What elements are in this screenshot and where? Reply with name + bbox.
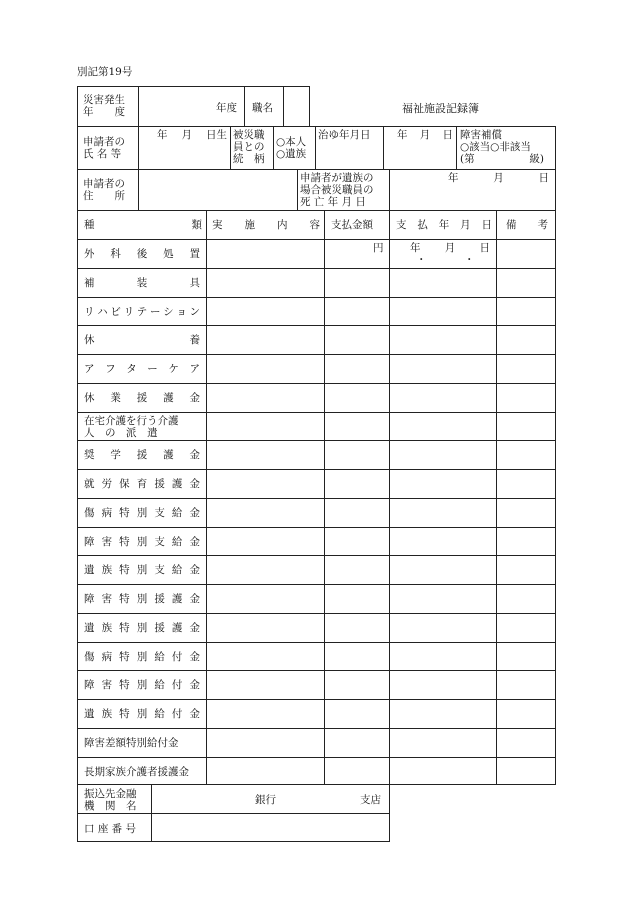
relation-options: ○本人 ○遺族 [276, 136, 307, 160]
death-date: 年 月 日 [448, 172, 549, 184]
row-divider [77, 297, 556, 298]
benefit-type-label: 傷 病 特 別 支 給 金 [84, 507, 200, 519]
form-number: 別記第19号 [77, 66, 133, 78]
benefit-type-label: 障 害 特 別 支 給 金 [84, 536, 200, 548]
row-divider [77, 584, 556, 585]
row-divider [77, 383, 556, 384]
benefit-type-label: 遺 族 特 別 給 付 金 [84, 708, 200, 720]
pay-date-dot-1: ・ [416, 254, 427, 266]
col-type-header: 種 類 [84, 219, 202, 231]
bank-suffix: 銀行 [255, 794, 276, 806]
pay-date-first-row: 年 月 日 [410, 242, 490, 254]
amount-yen-unit: 円 [373, 242, 384, 254]
account-number-label: 口 座 番 号 [84, 823, 137, 835]
row-divider [77, 440, 556, 441]
form-title: 福祉施設記録簿 [402, 102, 479, 115]
benefit-type-label: 外 科 後 処 置 [84, 248, 200, 260]
col-content-header: 実 施 内 容 [212, 219, 320, 231]
row-divider [77, 699, 556, 700]
disability-grade: (第 級) [460, 153, 544, 165]
cure-date: 年 月 日 [397, 129, 453, 141]
row-divider [77, 642, 556, 643]
benefit-type-label: 休 業 援 護 金 [84, 392, 200, 404]
address-label: 申請者の 住 所 [83, 178, 125, 202]
disability-options: ○該当○非該当 [460, 141, 531, 153]
row-divider [77, 670, 556, 671]
disaster-year-label: 災害発生 年 度 [83, 94, 125, 118]
benefit-type-label: 長期家族介護者援護金 [84, 766, 189, 778]
row-divider [77, 527, 556, 528]
row-divider [77, 469, 556, 470]
pay-date-dot-2: ・ [464, 254, 475, 266]
benefit-type-label: 休 養 [84, 334, 200, 346]
benefit-type-label: ア フ タ ー ケ ア [84, 363, 200, 375]
bank-label: 振込先金融 機 関 名 [84, 788, 137, 812]
benefit-type-label: 補 装 具 [84, 277, 200, 289]
row-divider [77, 498, 556, 499]
job-title-label: 職名 [252, 102, 273, 114]
row-divider [77, 412, 556, 413]
branch-suffix: 支店 [360, 794, 381, 806]
row-divider [77, 555, 556, 556]
row-divider [77, 757, 556, 758]
cure-date-label: 治ゆ年月日 [318, 129, 371, 141]
birth-date: 年 月 日生 [157, 129, 227, 141]
row-divider [77, 325, 556, 326]
relation-label: 被災職 員との 続 柄 [233, 129, 265, 165]
benefit-type-label: 遺 族 特 別 援 護 金 [84, 622, 200, 634]
benefit-type-label: リ ハ ビ リ テ ー シ ョ ン [84, 306, 200, 318]
row-divider [77, 613, 556, 614]
applicant-name-label: 申請者の 氏 名 等 [83, 136, 125, 160]
benefit-type-label: 奨 学 援 護 金 [84, 449, 200, 461]
benefit-type-label: 障 害 特 別 援 護 金 [84, 593, 200, 605]
benefit-type-label: 在宅介護を行う介護 人 の 派 遣 [84, 415, 179, 439]
benefit-type-label: 障 害 特 別 給 付 金 [84, 679, 200, 691]
benefit-type-label: 遺 族 特 別 支 給 金 [84, 564, 200, 576]
row-divider [77, 268, 556, 269]
disability-label: 障害補償 [460, 129, 502, 141]
col-date-header: 支 払 年 月 日 [396, 219, 492, 231]
benefit-type-label: 傷 病 特 別 給 付 金 [84, 651, 200, 663]
benefit-type-label: 障害差額特別給付金 [84, 737, 179, 749]
year-suffix: 年度 [216, 102, 237, 114]
col-remarks-header: 備 考 [506, 219, 548, 231]
benefit-type-label: 就 労 保 育 援 護 金 [84, 478, 200, 490]
row-divider [77, 728, 556, 729]
row-divider [77, 354, 556, 355]
death-date-label: 申請者が遺族の 場合被災職員の 死 亡 年 月 日 [300, 172, 374, 208]
col-amount-header: 支払金額 [331, 219, 373, 231]
